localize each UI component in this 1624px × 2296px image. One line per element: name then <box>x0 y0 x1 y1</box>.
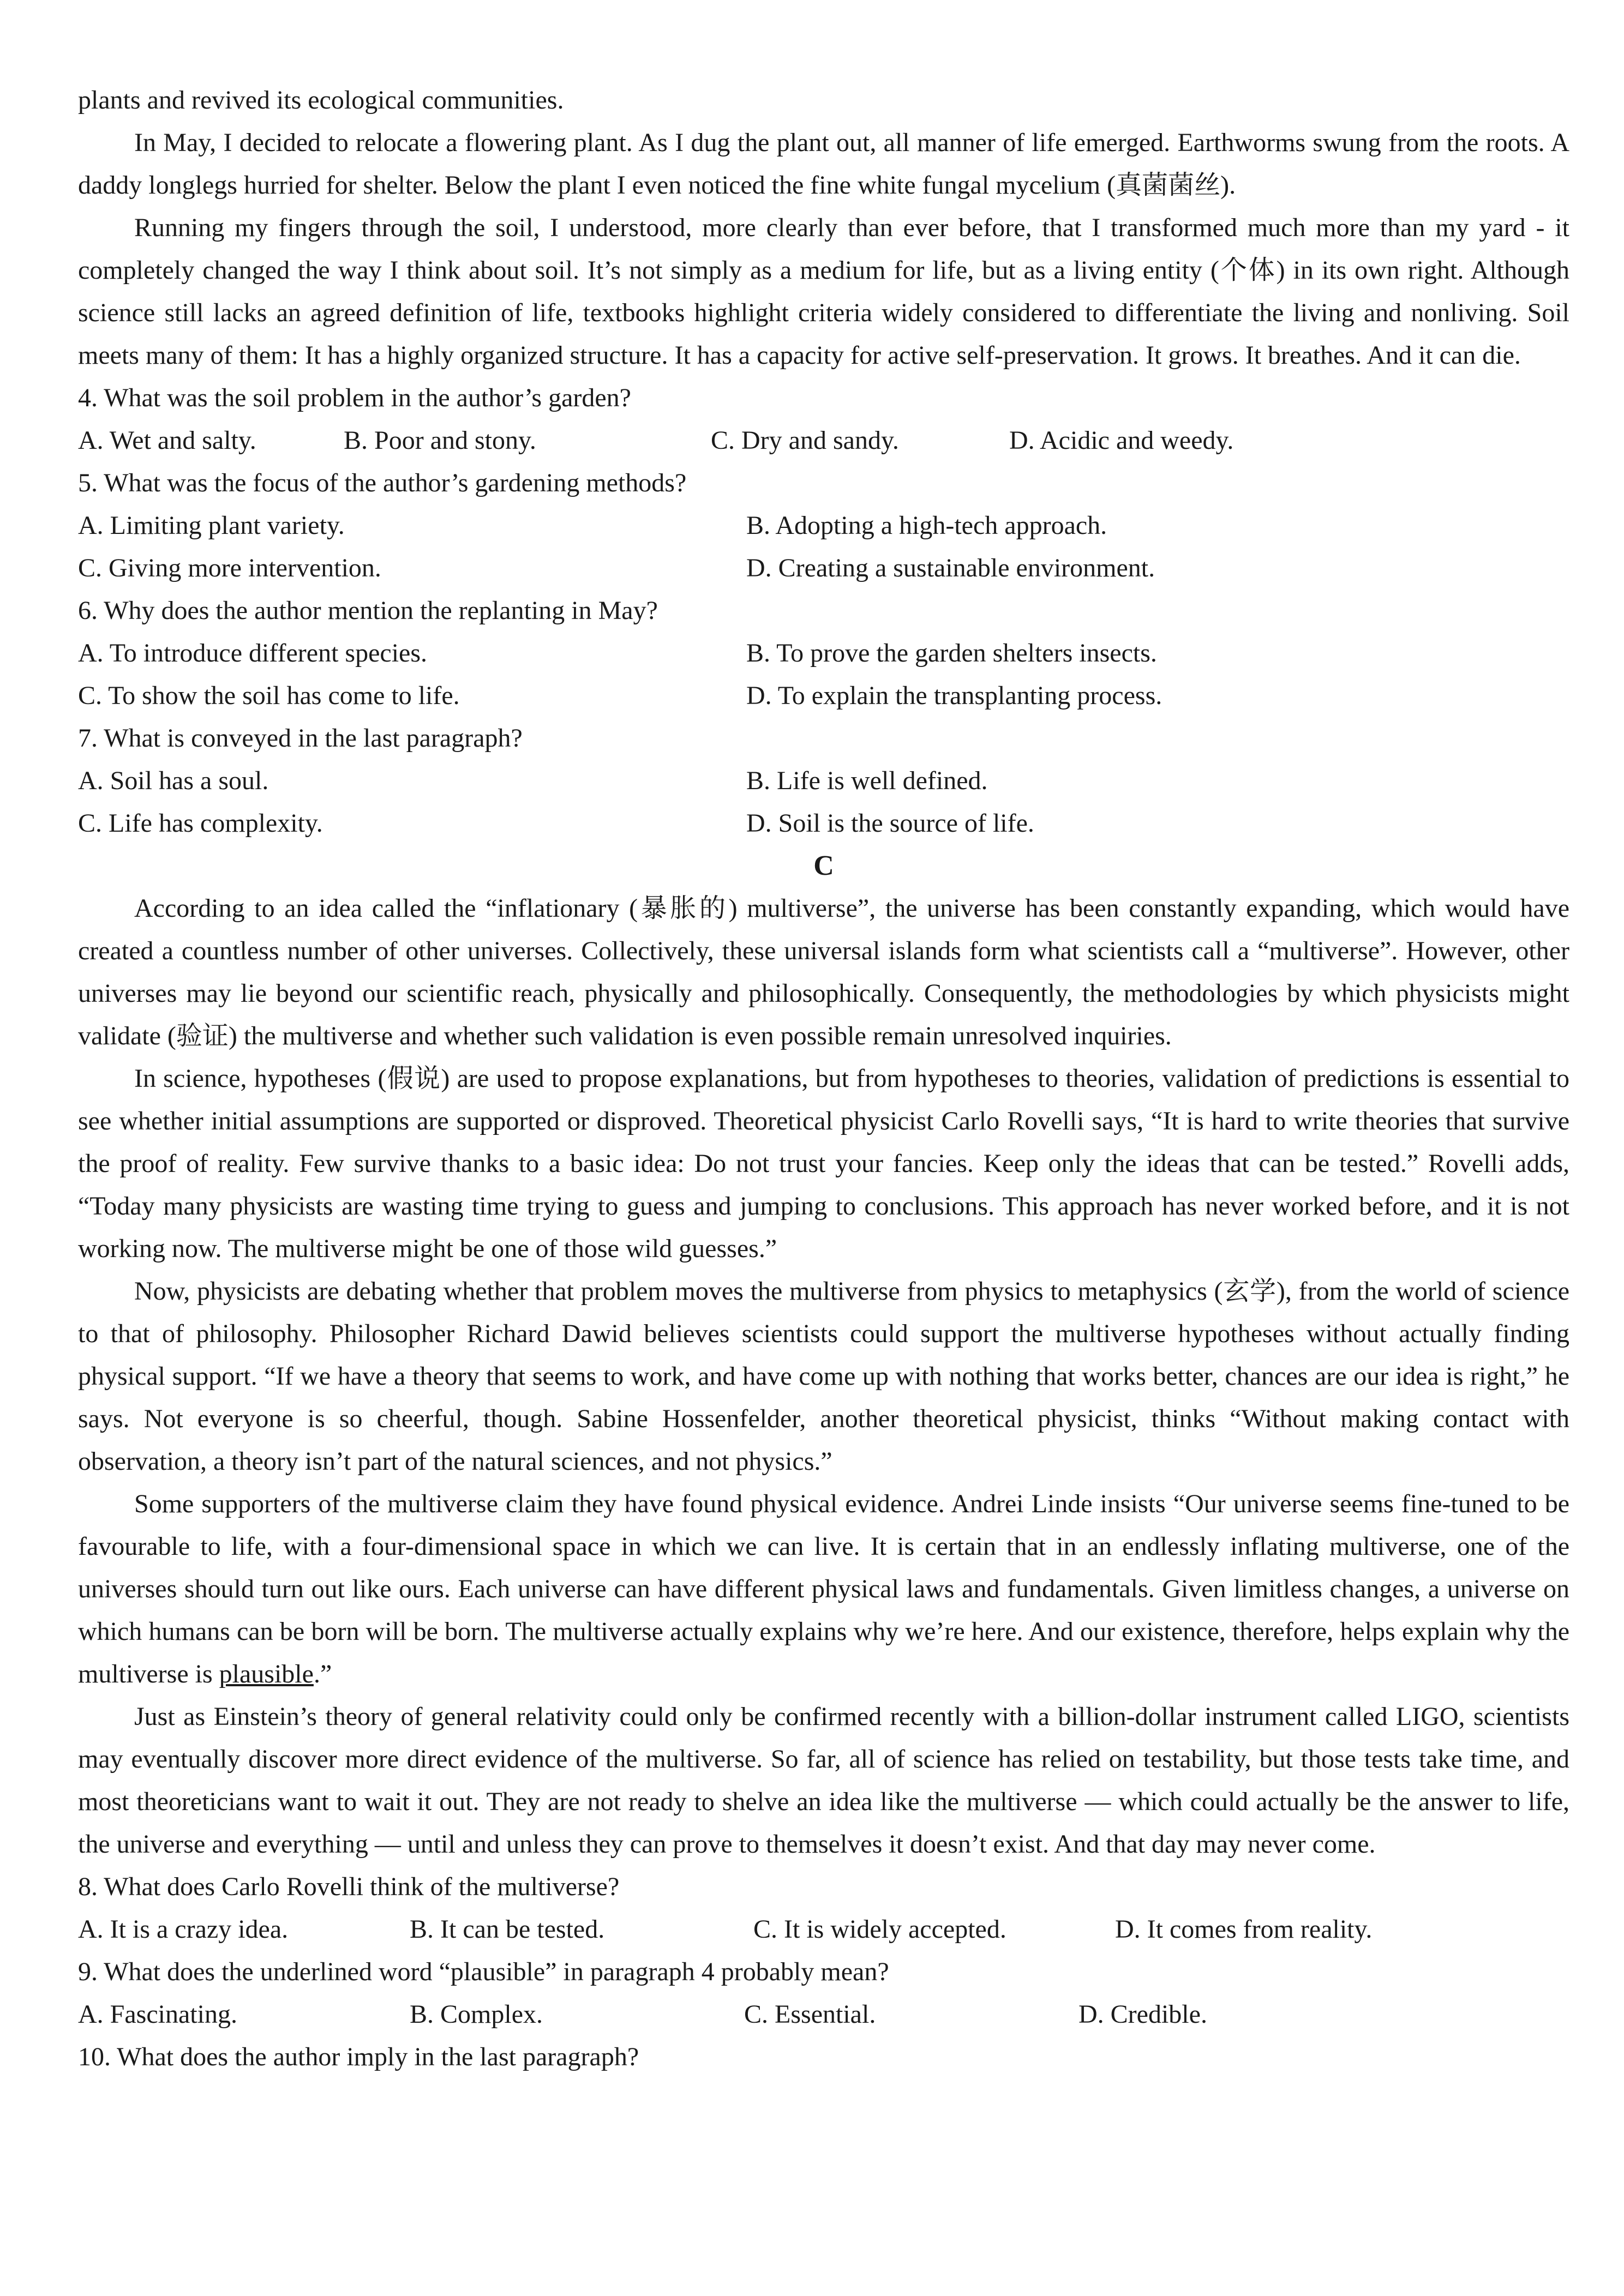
paragraph-4-text-before: Some supporters of the multiverse claim they have found physical evidence. Andrei Linde insists “Our universe seems fine-tuned to be favourable to life, with a four-dimensional space in which we can live. It is certain that in an endlessly inflating multiverse, one of the universes should turn out like ours. Each universe can have different physical laws and fundamentals. Given limitless changes, a universe on which humans can be born will be born. The multiverse actually explains why we’re here. And our existence, therefore, helps explain why the multiverse is <box>78 1489 1569 1688</box>
question-10-stem: 10. What does the author imply in the last paragraph? <box>78 2042 639 2071</box>
question-8-option-b[interactable]: B. It can be tested. <box>410 1915 605 1944</box>
question-9-options <box>78 1993 1569 2036</box>
question-6-option-d[interactable]: D. To explain the transplanting process. <box>746 681 1162 710</box>
question-8-stem: 8. What does Carlo Rovelli think of the multiverse? <box>78 1872 620 1901</box>
question-5-options-row-1 <box>78 504 1569 547</box>
question-6-options-row-1 <box>78 632 1569 675</box>
passage-c-paragraph-2: In science, hypotheses (假说) are used to propose explanations, but from hypotheses to theories, validation of predictions is essential to see whether initial assumptions are supported or disproved. Theoretical physicist Carlo Rovelli says, “It is hard to write theories that survive the proof of reality. Few survive thanks to a basic idea: Do not trust your fancies. Keep only the ideas that can be tested.” Rovelli adds, “Today many physicists are wasting time trying to guess and jumping to conclusions. This approach has never worked before, and it is not working now. The multiverse might be one of those wild guesses.” <box>78 1064 1569 1263</box>
question-4-option-a[interactable]: A. Wet and salty. <box>78 426 256 455</box>
question-7-options-row-1 <box>78 760 1569 802</box>
question-9-option-c[interactable]: C. Essential. <box>744 2000 876 2029</box>
question-6-options-row-2 <box>78 675 1569 717</box>
question-7-option-b[interactable]: B. Life is well defined. <box>746 766 988 795</box>
question-9-stem: 9. What does the underlined word “plausible” in paragraph 4 probably mean? <box>78 1957 889 1986</box>
paragraph-4-text-after: .” <box>313 1660 332 1688</box>
question-5-option-d[interactable]: D. Creating a sustainable environment. <box>746 554 1155 582</box>
question-9-option-a[interactable]: A. Fascinating. <box>78 2000 237 2029</box>
question-4-options <box>78 419 1569 462</box>
passage-b-paragraph-0: plants and revived its ecological communities. <box>78 86 564 115</box>
question-8-option-d[interactable]: D. It comes from reality. <box>1115 1915 1373 1944</box>
passage-b-paragraph-2: Running my fingers through the soil, I understood, more clearly than ever before, that I transformed much more than my yard - it completely changed the way I think about soil. It’s not simply as a medium for life, but as a living entity (个体) in its own right. Although science still lacks an agreed definition of life, textbooks highlight criteria widely considered to differentiate the living and nonliving. Soil meets many of them: It has a highly organized structure. It has a capacity for active self-preservation. It grows. It breathes. And it can die. <box>78 213 1569 370</box>
passage-c-paragraph-1: According to an idea called the “inflationary (暴胀的) multiverse”, the universe has been constantly expanding, which would have created a countless number of other universes. Collectively, these universal islands form what scientists call a “multiverse”. However, other universes may lie beyond our scientific reach, physically and philosophically. Consequently, the methodologies by which physicists might validate (验证) the multiverse and whether such validation is even possible remain unresolved inquiries. <box>78 894 1569 1050</box>
question-7-options-row-2 <box>78 802 1569 845</box>
question-5-option-c[interactable]: C. Giving more intervention. <box>78 554 381 582</box>
question-9-option-d[interactable]: D. Credible. <box>1078 2000 1207 2029</box>
question-8-option-a[interactable]: A. It is a crazy idea. <box>78 1915 289 1944</box>
underlined-word-plausible: plausible <box>219 1660 314 1688</box>
question-4-option-d[interactable]: D. Acidic and weedy. <box>1009 426 1234 455</box>
passage-c-paragraph-5: Just as Einstein’s theory of general relativity could only be confirmed recently with a billion-dollar instrument called LIGO, scientists may eventually discover more direct evidence of the multiverse. So far, all of science has relied on testability, but those tests take time, and most theoreticians want to wait it out. They are not ready to shelve an idea like the multiverse — which could actually be the answer to life, the universe and everything — until and unless they can prove to themselves it doesn’t exist. And that day may never come. <box>78 1702 1569 1859</box>
question-4-stem: 4. What was the soil problem in the author’s garden? <box>78 383 631 412</box>
question-4-option-b[interactable]: B. Poor and stony. <box>344 426 536 455</box>
passage-c-paragraph-3: Now, physicists are debating whether that problem moves the multiverse from physics to metaphysics (玄学), from the world of science to that of philosophy. Philosopher Richard Dawid believes scientists could support the multiverse hypotheses without actually finding physical support. “If we have a theory that seems to work, and have come up with nothing that works better, chances are our idea is right,” he says. Not everyone is so cheerful, though. Sabine Hossenfelder, another theoretical physicist, thinks “Without making contact with observation, a theory isn’t part of the natural sciences, and not physics.” <box>78 1277 1569 1476</box>
question-9-option-b[interactable]: B. Complex. <box>410 2000 543 2029</box>
question-5-options-row-2 <box>78 547 1569 590</box>
question-6-option-b[interactable]: B. To prove the garden shelters insects. <box>746 639 1157 668</box>
question-6-option-a[interactable]: A. To introduce different species. <box>78 639 428 668</box>
question-8-option-c[interactable]: C. It is widely accepted. <box>753 1915 1006 1944</box>
question-4-option-c[interactable]: C. Dry and sandy. <box>711 426 899 455</box>
question-5-option-a[interactable]: A. Limiting plant variety. <box>78 511 345 540</box>
question-8-options <box>78 1908 1569 1951</box>
question-7-stem: 7. What is conveyed in the last paragraph? <box>78 724 523 753</box>
question-5-stem: 5. What was the focus of the author’s gardening methods? <box>78 468 687 497</box>
section-c-heading: C <box>813 850 834 881</box>
question-7-option-d[interactable]: D. Soil is the source of life. <box>746 809 1034 838</box>
passage-c-paragraph-4 <box>78 1483 1569 1696</box>
question-7-option-c[interactable]: C. Life has complexity. <box>78 809 323 838</box>
passage-b-paragraph-1: In May, I decided to relocate a flowering plant. As I dug the plant out, all manner of life emerged. Earthworms swung from the roots. A daddy longlegs hurried for shelter. Below the plant I even noticed the fine white fungal mycelium (真菌菌丝). <box>78 128 1569 200</box>
question-6-option-c[interactable]: C. To show the soil has come to life. <box>78 681 460 710</box>
question-7-option-a[interactable]: A. Soil has a soul. <box>78 766 269 795</box>
question-6-stem: 6. Why does the author mention the replanting in May? <box>78 596 658 625</box>
question-5-option-b[interactable]: B. Adopting a high-tech approach. <box>746 511 1107 540</box>
